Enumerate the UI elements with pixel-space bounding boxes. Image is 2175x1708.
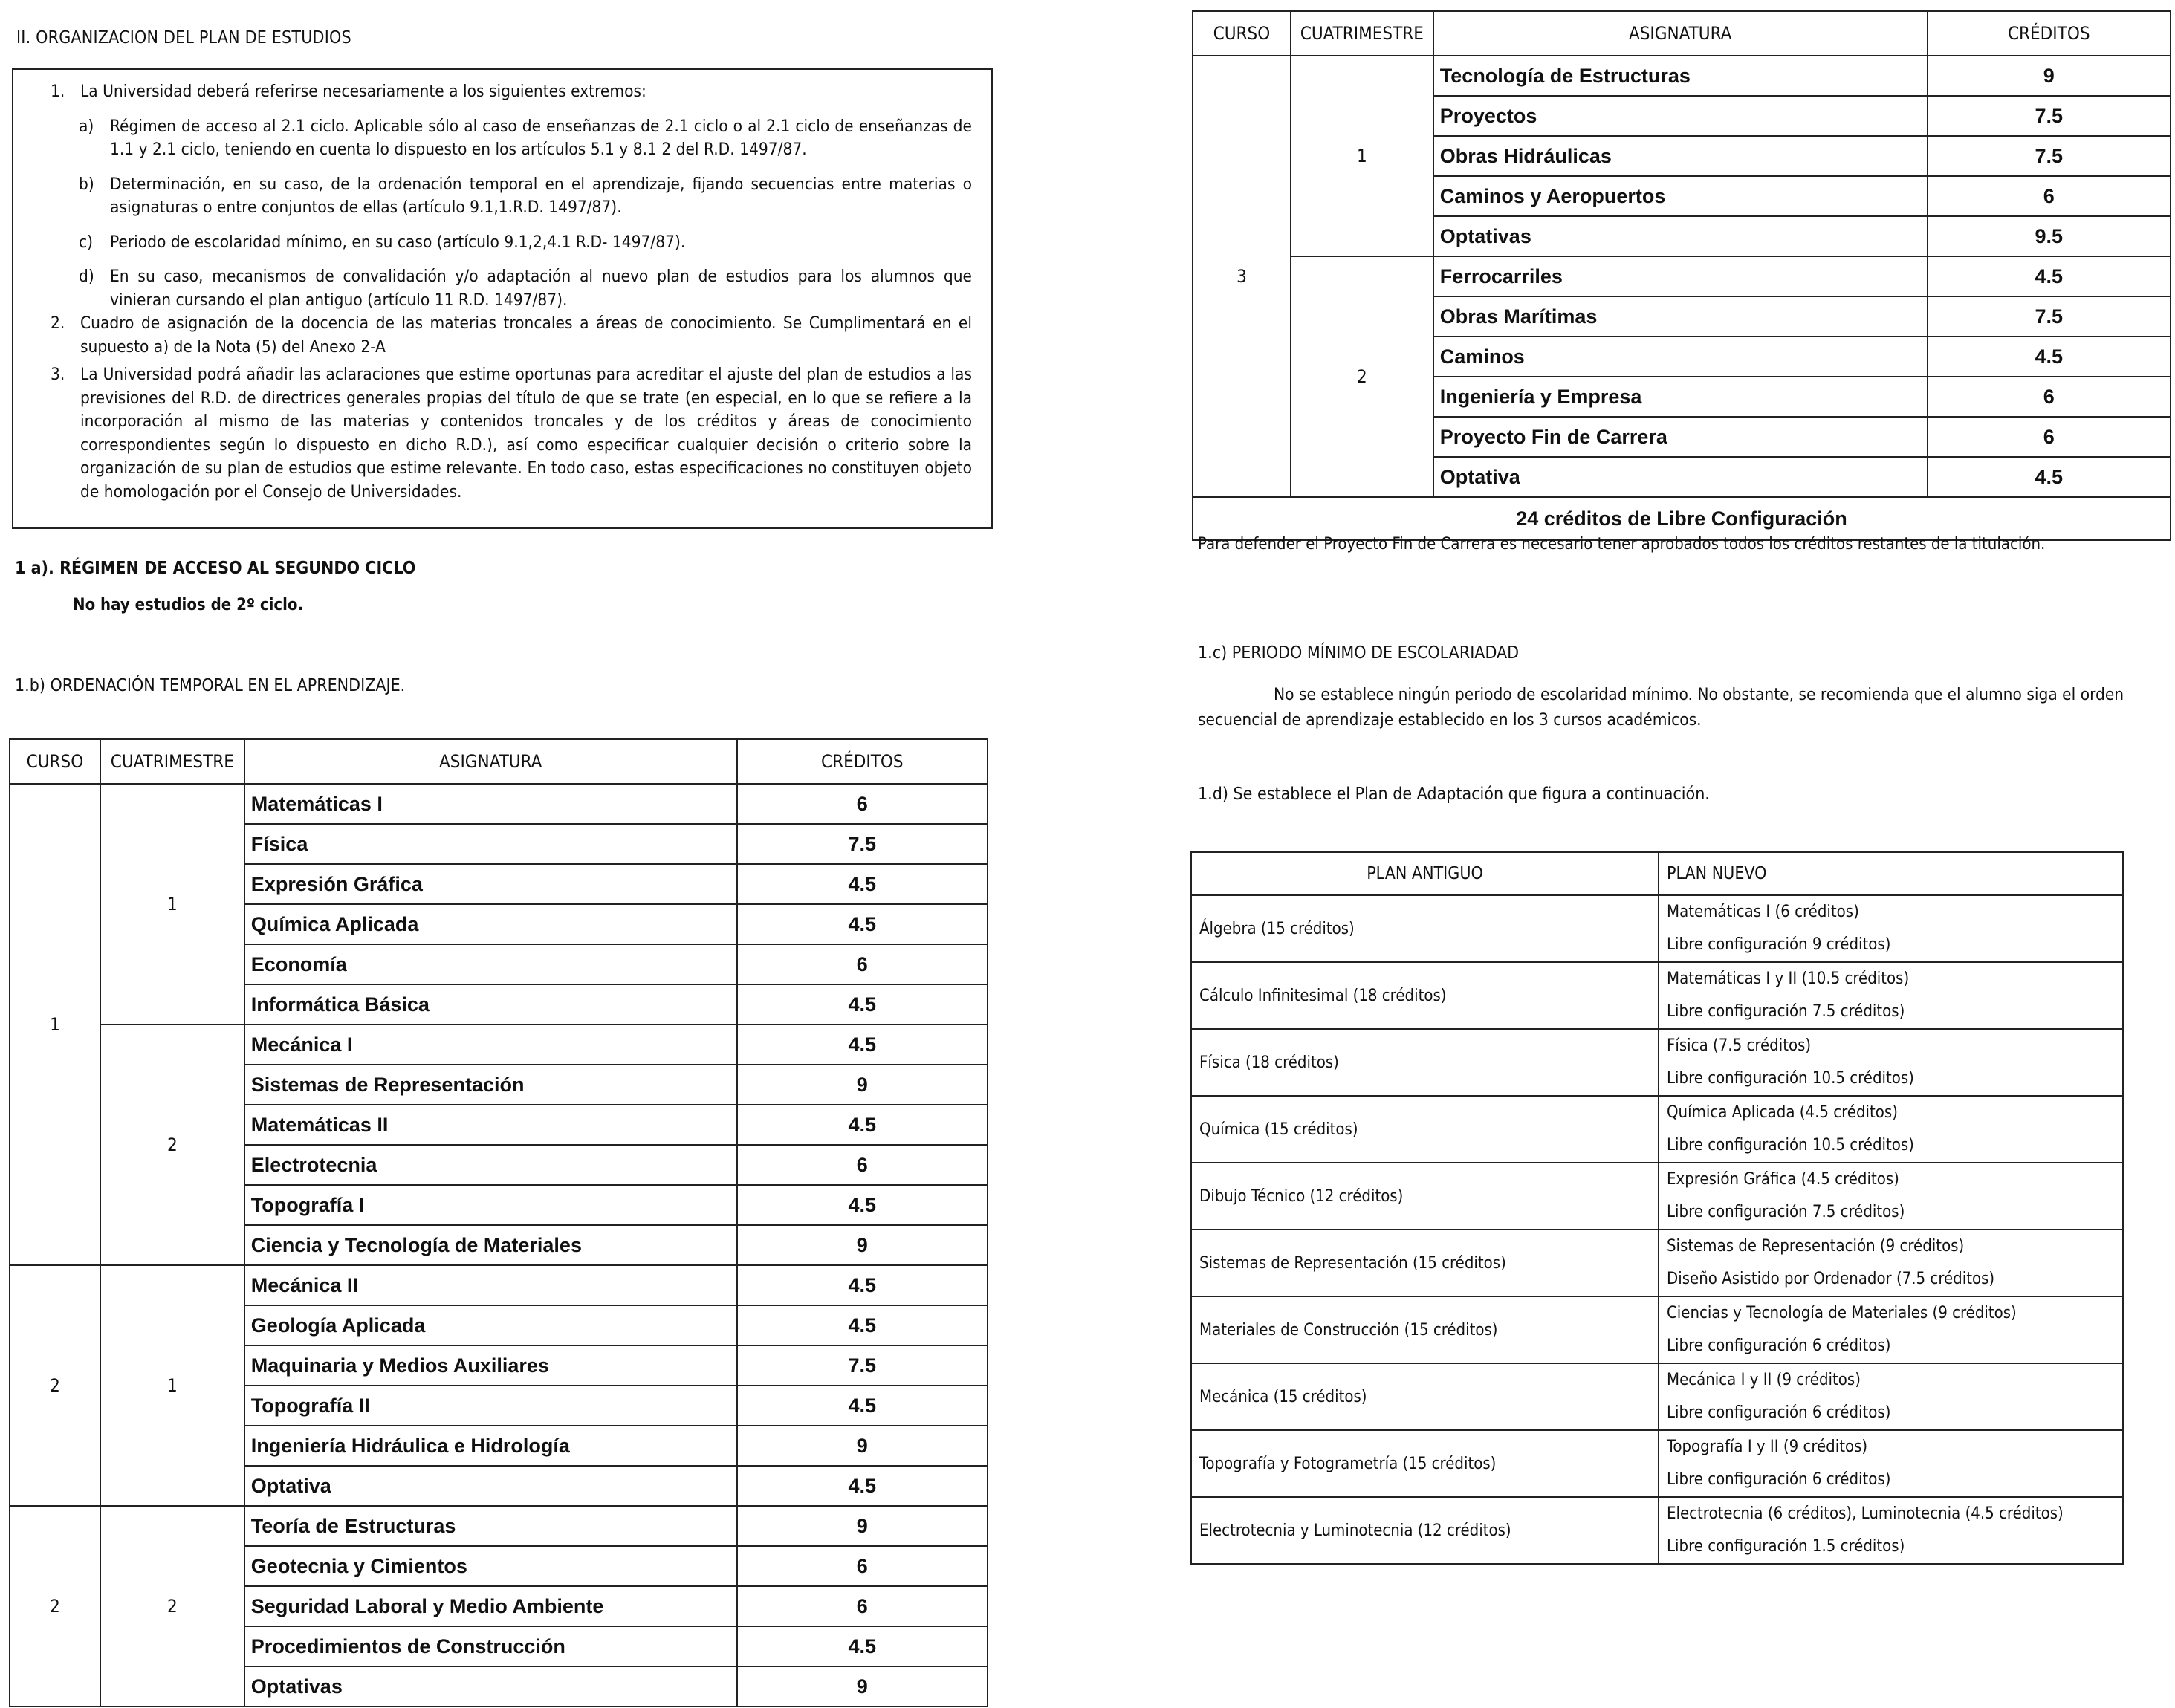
- asignatura-cell: Optativa: [1433, 457, 1928, 497]
- plan-nuevo-cell: [1659, 1096, 2123, 1163]
- creditos-cell: 4.5: [737, 1626, 988, 1666]
- item-number: 2.: [51, 314, 65, 333]
- asignatura-cell: Sistemas de Representación: [244, 1065, 737, 1105]
- plan-nuevo-cell: [1659, 1029, 2123, 1096]
- creditos-cell: 6: [737, 784, 988, 824]
- creditos-cell: 9.5: [1928, 216, 2171, 256]
- table-footer-row: [1193, 497, 2171, 540]
- asignatura-cell: Ingeniería y Empresa: [1433, 377, 1928, 417]
- asignatura-cell: Caminos: [1433, 337, 1928, 377]
- header-curso: CURSO: [1193, 11, 1291, 56]
- asignatura-cell: Proyectos: [1433, 96, 1928, 136]
- heading-1b: 1.b) ORDENACIÓN TEMPORAL EN EL APRENDIZAJE.: [15, 676, 406, 695]
- plan-antiguo-cell: Sistemas de Representación (15 créditos): [1191, 1230, 1659, 1296]
- item-number: 3.: [51, 365, 65, 384]
- cuatrimestre-cell: 2: [100, 1506, 244, 1707]
- creditos-cell: 4.5: [737, 1105, 988, 1145]
- header-creditos: CRÉDITOS: [1928, 11, 2171, 56]
- plan-nuevo-line: Electrotecnia (6 créditos), Luminotecnia (4.5 créditos): [1666, 1504, 2064, 1523]
- creditos-cell: 9: [737, 1225, 988, 1265]
- creditos-cell: 4.5: [737, 1305, 988, 1345]
- header-asignatura: ASIGNATURA: [1433, 11, 1928, 56]
- plan-nuevo-line: Libre configuración 1.5 créditos): [1666, 1537, 1905, 1556]
- table-header-row: [1191, 852, 2123, 895]
- plan-nuevo-line: Libre configuración 10.5 créditos): [1666, 1136, 1914, 1155]
- curso-cell: 2: [10, 1506, 100, 1707]
- ordenacion-table-curso-3: [1192, 10, 2171, 541]
- plan-nuevo-line: Topografía I y II (9 créditos): [1666, 1438, 1868, 1456]
- sub-text: Determinación, en su caso, de la ordenación temporal en el aprendizaje, fijando secuencias entre materias o asignaturas o entre conjuntos de ellas (artículo 9.1,1.R.D. 1497/87).: [110, 174, 972, 217]
- table-row: [1191, 895, 2123, 962]
- creditos-cell: 4.5: [737, 1466, 988, 1506]
- creditos-cell: 9: [737, 1065, 988, 1105]
- header-cuatrimestre: CUATRIMESTRE: [1291, 11, 1433, 56]
- intro-sub-d: [36, 265, 972, 312]
- intro-item-1: [36, 80, 972, 104]
- text-1c: No se establece ningún periodo de escolaridad mínimo. No obstante, se recomienda que el alumno siga el orden secuencial de aprendizaje establecido en los 3 cursos académicos.: [1198, 685, 2124, 730]
- creditos-cell: 6: [737, 1546, 988, 1586]
- header-plan-nuevo: PLAN NUEVO: [1659, 852, 2123, 895]
- table-row: [1191, 1029, 2123, 1096]
- table-row: [1191, 1296, 2123, 1363]
- plan-nuevo-line: Libre configuración 7.5 créditos): [1666, 1002, 1905, 1021]
- creditos-cell: 6: [737, 1586, 988, 1626]
- plan-antiguo-cell: Física (18 créditos): [1191, 1029, 1659, 1096]
- item-number: 1.: [51, 82, 65, 101]
- header-asignatura: ASIGNATURA: [244, 739, 737, 784]
- table-row: [10, 1506, 988, 1546]
- asignatura-cell: Maquinaria y Medios Auxiliares: [244, 1345, 737, 1386]
- table-row: [1191, 1096, 2123, 1163]
- creditos-cell: 6: [1928, 417, 2171, 457]
- table-row: [1193, 256, 2171, 296]
- plan-nuevo-cell: [1659, 1163, 2123, 1230]
- plan-nuevo-line: Ciencias y Tecnología de Materiales (9 créditos): [1666, 1304, 2017, 1322]
- sub-text: Régimen de acceso al 2.1 ciclo. Aplicable sólo al caso de enseñanzas de 2.1 ciclo o al 2.1 ciclo de enseñanzas de 1.1 y 2.1 ciclo, teniendo en cuenta lo dispuesto en los artículos 5.1 y 8.1 2 del R.D. 1497/87.: [110, 116, 972, 159]
- table-row: [10, 1025, 988, 1065]
- header-creditos: CRÉDITOS: [737, 739, 988, 784]
- asignatura-cell: Obras Hidráulicas: [1433, 136, 1928, 176]
- creditos-cell: 4.5: [737, 1386, 988, 1426]
- asignatura-cell: Expresión Gráfica: [244, 864, 737, 904]
- creditos-cell: 9: [737, 1666, 988, 1707]
- plan-nuevo-cell: [1659, 1296, 2123, 1363]
- header-plan-antiguo: PLAN ANTIGUO: [1191, 852, 1659, 895]
- sub-text: Periodo de escolaridad mínimo, en su caso (artículo 9.1,2,4.1 R.D- 1497/87).: [110, 232, 686, 252]
- asignatura-cell: Ciencia y Tecnología de Materiales: [244, 1225, 737, 1265]
- plan-antiguo-cell: Álgebra (15 créditos): [1191, 895, 1659, 962]
- header-curso: CURSO: [10, 739, 100, 784]
- plan-antiguo-cell: Materiales de Construcción (15 créditos): [1191, 1296, 1659, 1363]
- creditos-cell: 4.5: [737, 984, 988, 1025]
- creditos-cell: 4.5: [737, 1265, 988, 1305]
- plan-nuevo-line: Libre configuración 6 créditos): [1666, 1403, 1891, 1422]
- plan-nuevo-line: Libre configuración 6 créditos): [1666, 1337, 1891, 1355]
- plan-nuevo-line: Matemáticas I y II (10.5 créditos): [1666, 970, 1910, 988]
- creditos-cell: 9: [737, 1506, 988, 1546]
- plan-adaptacion-table: [1190, 851, 2124, 1565]
- asignatura-cell: Ferrocarriles: [1433, 256, 1928, 296]
- creditos-cell: 4.5: [737, 864, 988, 904]
- creditos-cell: 7.5: [1928, 296, 2171, 337]
- table-row: [10, 1265, 988, 1305]
- table-row: [10, 784, 988, 824]
- creditos-cell: 7.5: [737, 824, 988, 864]
- heading-1a: 1 a). RÉGIMEN DE ACCESO AL SEGUNDO CICLO: [15, 559, 416, 578]
- heading-1d: 1.d) Se establece el Plan de Adaptación que figura a continuación.: [1198, 785, 1710, 804]
- plan-nuevo-line: Expresión Gráfica (4.5 créditos): [1666, 1170, 1899, 1189]
- plan-nuevo-line: Sistemas de Representación (9 créditos): [1666, 1237, 1965, 1256]
- ordenacion-table-cursos-1-2: [9, 738, 988, 1707]
- sub-letter: d): [79, 267, 94, 286]
- plan-antiguo-cell: Electrotecnia y Luminotecnia (12 créditos): [1191, 1497, 1659, 1564]
- cuatrimestre-cell: 2: [1291, 256, 1433, 497]
- creditos-cell: 7.5: [1928, 96, 2171, 136]
- asignatura-cell: Topografía II: [244, 1386, 737, 1426]
- table-row: [1191, 962, 2123, 1029]
- curso-cell: 2: [10, 1265, 100, 1506]
- asignatura-cell: Química Aplicada: [244, 904, 737, 944]
- asignatura-cell: Matemáticas II: [244, 1105, 737, 1145]
- section-title: II. ORGANIZACION DEL PLAN DE ESTUDIOS: [16, 28, 351, 48]
- creditos-cell: 4.5: [1928, 457, 2171, 497]
- creditos-cell: 7.5: [737, 1345, 988, 1386]
- plan-nuevo-cell: [1659, 1363, 2123, 1430]
- asignatura-cell: Ingeniería Hidráulica e Hidrología: [244, 1426, 737, 1466]
- table-row: [1191, 1163, 2123, 1230]
- table-row: [1193, 56, 2171, 96]
- header-cuatrimestre: CUATRIMESTRE: [100, 739, 244, 784]
- creditos-cell: 4.5: [737, 904, 988, 944]
- asignatura-cell: Optativas: [244, 1666, 737, 1707]
- creditos-cell: 6: [1928, 377, 2171, 417]
- plan-nuevo-line: Física (7.5 créditos): [1666, 1036, 1812, 1055]
- plan-nuevo-line: Libre configuración 7.5 créditos): [1666, 1203, 1905, 1221]
- table-row: [1191, 1430, 2123, 1497]
- asignatura-cell: Economía: [244, 944, 737, 984]
- cuatrimestre-cell: 1: [100, 784, 244, 1025]
- asignatura-cell: Mecánica I: [244, 1025, 737, 1065]
- cuatrimestre-cell: 2: [100, 1025, 244, 1265]
- creditos-cell: 9: [737, 1426, 988, 1466]
- item-text: La Universidad deberá referirse necesariamente a los siguientes extremos:: [80, 82, 646, 101]
- plan-antiguo-cell: Mecánica (15 créditos): [1191, 1363, 1659, 1430]
- creditos-cell: 6: [1928, 176, 2171, 216]
- plan-antiguo-cell: Topografía y Fotogrametría (15 créditos): [1191, 1430, 1659, 1497]
- asignatura-cell: Mecánica II: [244, 1265, 737, 1305]
- asignatura-cell: Geotecnia y Cimientos: [244, 1546, 737, 1586]
- intro-item-2: [36, 312, 972, 359]
- asignatura-cell: Procedimientos de Construcción: [244, 1626, 737, 1666]
- asignatura-cell: Física: [244, 824, 737, 864]
- creditos-cell: 4.5: [1928, 256, 2171, 296]
- creditos-cell: 4.5: [1928, 337, 2171, 377]
- intro-sub-c: [36, 231, 972, 255]
- asignatura-cell: Matemáticas I: [244, 784, 737, 824]
- table-row: [1191, 1497, 2123, 1564]
- note-proyecto-fin-carrera: Para defender el Proyecto Fin de Carrera es necesario tener aprobados todos los créditos restantes de la titulación.: [1198, 535, 2046, 553]
- asignatura-cell: Topografía I: [244, 1185, 737, 1225]
- text-1a: No hay estudios de 2º ciclo.: [73, 596, 304, 614]
- asignatura-cell: Seguridad Laboral y Medio Ambiente: [244, 1586, 737, 1626]
- plan-nuevo-line: Diseño Asistido por Ordenador (7.5 créditos): [1666, 1270, 1995, 1288]
- asignatura-cell: Tecnología de Estructuras: [1433, 56, 1928, 96]
- plan-nuevo-cell: [1659, 1230, 2123, 1296]
- sub-letter: c): [79, 232, 94, 252]
- table-header-row: [10, 739, 988, 784]
- cuatrimestre-cell: 1: [1291, 56, 1433, 256]
- plan-nuevo-line: Libre configuración 9 créditos): [1666, 935, 1891, 954]
- asignatura-cell: Informática Básica: [244, 984, 737, 1025]
- asignatura-cell: Teoría de Estructuras: [244, 1506, 737, 1546]
- sub-text: En su caso, mecanismos de convalidación y/o adaptación al nuevo plan de estudios para los alumnos que vinieran cursando el plan antiguo (artículo 11 R.D. 1497/87).: [110, 267, 972, 310]
- table-row: [1191, 1363, 2123, 1430]
- intro-sub-a: [36, 115, 972, 162]
- plan-nuevo-line: Química Aplicada (4.5 créditos): [1666, 1103, 1898, 1122]
- sub-letter: b): [79, 174, 94, 194]
- item-text: La Universidad podrá añadir las aclaraciones que estime oportunas para acreditar el ajuste del plan de estudios a las previsiones del R.D. de directrices generales propias del título de que se trate (en especial, en lo que se refiere a la incorporación al mismo de las materias y contenidos troncales y de los créditos y áreas de conocimiento correspondientes según lo dispuesto en dicho R.D.), así como especificar cualquier decisión o criterio sobre la organización de su plan de estudios que estime relevante. En todo caso, estas especificaciones no constituyen objeto de homologación por el Consejo de Universidades.: [80, 365, 972, 501]
- table-row: [1191, 1230, 2123, 1296]
- creditos-cell: 4.5: [737, 1025, 988, 1065]
- plan-nuevo-cell: [1659, 1430, 2123, 1497]
- intro-box: [12, 68, 993, 529]
- plan-nuevo-line: Matemáticas I (6 créditos): [1666, 903, 1859, 921]
- item-text: Cuadro de asignación de la docencia de las materias troncales a áreas de conocimiento. Se Cumplimentará en el supuesto a) de la Nota (5) del Anexo 2-A: [80, 314, 972, 357]
- plan-nuevo-cell: [1659, 962, 2123, 1029]
- asignatura-cell: Proyecto Fin de Carrera: [1433, 417, 1928, 457]
- heading-1c: 1.c) PERIODO MÍNIMO DE ESCOLARIADAD: [1198, 643, 1520, 663]
- creditos-cell: 9: [1928, 56, 2171, 96]
- plan-antiguo-cell: Cálculo Infinitesimal (18 créditos): [1191, 962, 1659, 1029]
- plan-antiguo-cell: Dibujo Técnico (12 créditos): [1191, 1163, 1659, 1230]
- creditos-cell: 7.5: [1928, 136, 2171, 176]
- curso-cell: 1: [10, 784, 100, 1265]
- plan-nuevo-line: Libre configuración 10.5 créditos): [1666, 1069, 1914, 1088]
- libre-configuracion-footer: 24 créditos de Libre Configuración: [1193, 497, 2171, 540]
- creditos-cell: 4.5: [737, 1185, 988, 1225]
- sub-letter: a): [79, 116, 94, 136]
- asignatura-cell: Caminos y Aeropuertos: [1433, 176, 1928, 216]
- table-header-row: [1193, 11, 2171, 56]
- creditos-cell: 6: [737, 944, 988, 984]
- plan-nuevo-cell: [1659, 895, 2123, 962]
- plan-nuevo-cell: [1659, 1497, 2123, 1564]
- asignatura-cell: Electrotecnia: [244, 1145, 737, 1185]
- creditos-cell: 6: [737, 1145, 988, 1185]
- curso-cell: 3: [1193, 56, 1291, 497]
- asignatura-cell: Optativas: [1433, 216, 1928, 256]
- plan-nuevo-line: Mecánica I y II (9 créditos): [1666, 1371, 1861, 1389]
- plan-nuevo-line: Libre configuración 6 créditos): [1666, 1470, 1891, 1489]
- intro-item-3: [36, 363, 972, 504]
- intro-sub-b: [36, 173, 972, 220]
- asignatura-cell: Obras Marítimas: [1433, 296, 1928, 337]
- asignatura-cell: Optativa: [244, 1466, 737, 1506]
- cuatrimestre-cell: 1: [100, 1265, 244, 1506]
- plan-antiguo-cell: Química (15 créditos): [1191, 1096, 1659, 1163]
- asignatura-cell: Geología Aplicada: [244, 1305, 737, 1345]
